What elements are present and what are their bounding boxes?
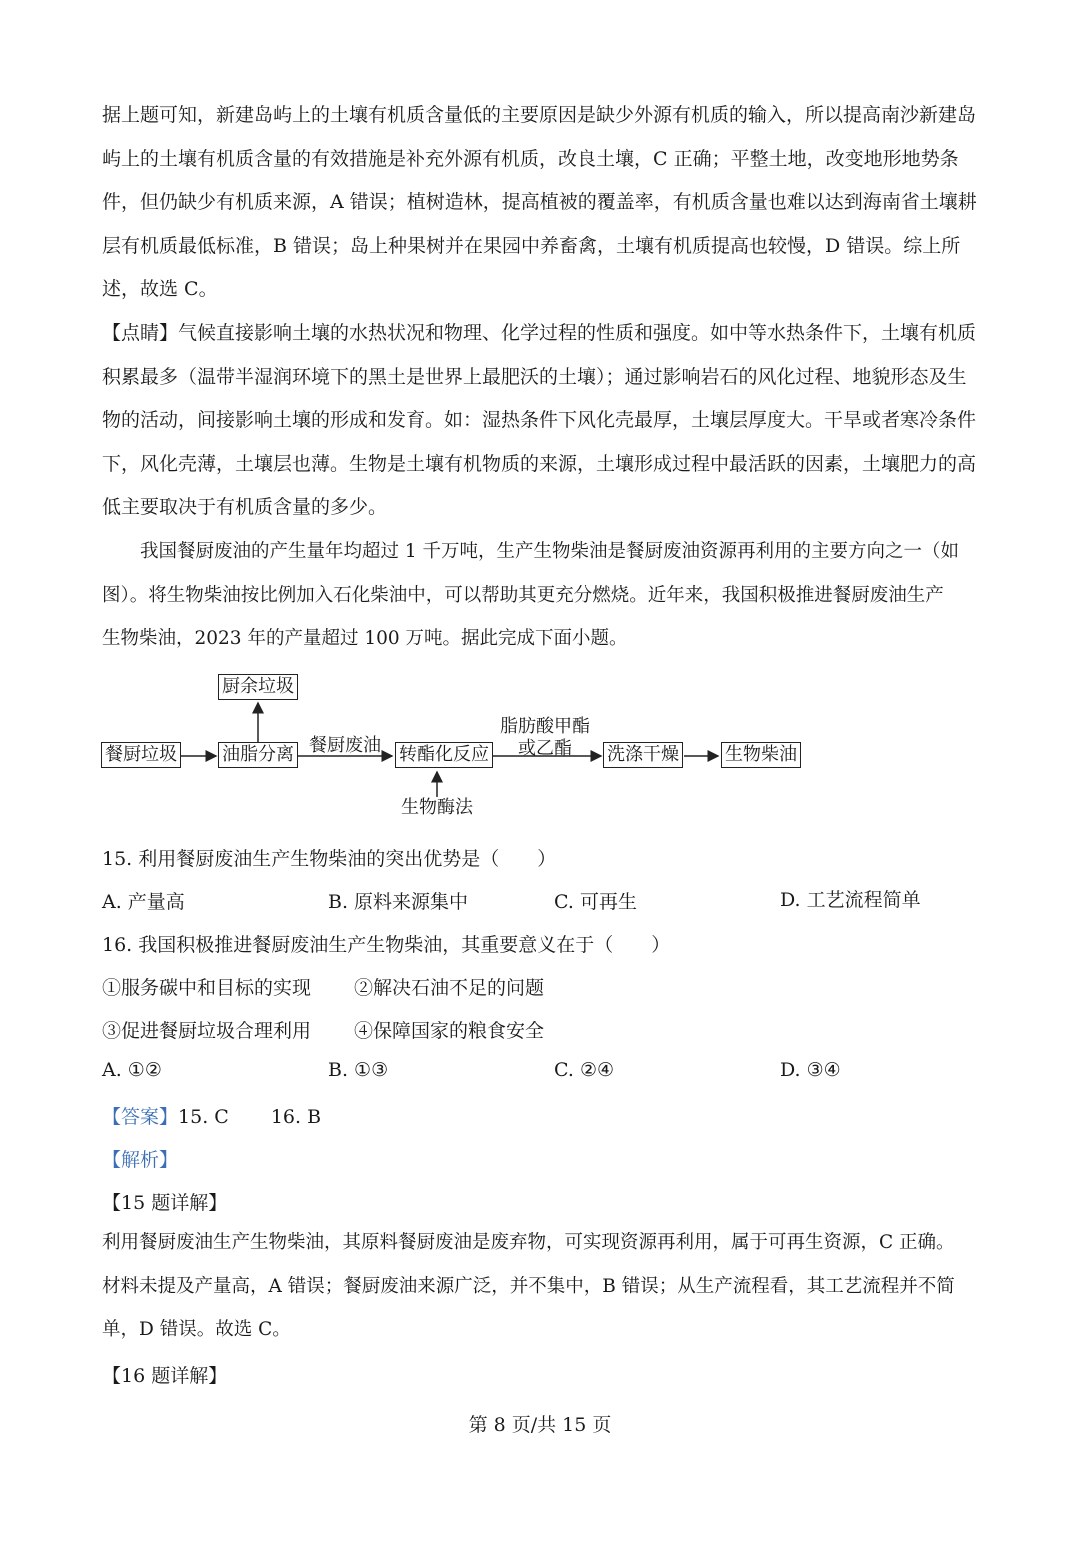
q15-option-b: B. 原料来源集中: [328, 891, 469, 913]
detail15-heading: 【15 题详解】: [102, 1192, 228, 1214]
label-waste-oil: 餐厨废油: [309, 735, 381, 756]
text-line: 低主要取决于有机质含量的多少。: [102, 496, 388, 518]
label-ester-line2: 或乙酯: [518, 738, 572, 759]
box-oil-separation: 油脂分离: [218, 742, 298, 768]
answer-line: [102, 1102, 321, 1129]
detail15-paragraph: [102, 1221, 1002, 1352]
text-line: 屿上的土壤有机质含量的有效措施是补充外源有机质，改良土壤，C 正确；平整土地，改变地形地势条: [102, 147, 959, 170]
box-transesterification: 转酯化反应: [395, 742, 493, 768]
dianjing-tag: 【点睛】: [102, 322, 179, 344]
detail16-heading: 【16 题详解】: [102, 1365, 228, 1387]
text-line: 材料未提及产量高，A 错误；餐厨废油来源广泛，并不集中，B 错误；从生产流程看，其工艺流程并不简: [102, 1275, 955, 1297]
label-fatty-acid-ester: [492, 716, 598, 760]
box-food-residue: 厨余垃圾: [218, 674, 298, 700]
q16-option-b: B. ①③: [328, 1059, 389, 1081]
page-footer: 第 8 页/共 15 页: [468, 1414, 612, 1436]
text-line: 下，风化壳薄，土壤层也薄。生物是土壤有机物质的来源，土壤形成过程中最活跃的因素，土壤肥力的高: [102, 452, 977, 475]
text-line: 据上题可知，新建岛屿上的土壤有机质含量低的主要原因是缺少外源有机质的输入，所以提高南沙新建岛: [102, 104, 977, 126]
text-line: 件，但仍缺少有机质来源，A 错误；植树造林，提高植被的覆盖率，有机质含量也难以达到海南省土壤耕: [102, 191, 977, 213]
q16-statement-4: ④保障国家的粮食安全: [354, 1020, 545, 1042]
q15-option-a: A. 产量高: [102, 891, 185, 913]
answer-q15: 15. C: [178, 1106, 229, 1128]
box-kitchen-waste: 餐厨垃圾: [101, 742, 181, 768]
answer-q16: 16. B: [270, 1106, 322, 1128]
q16-statement-3: ③促进餐厨垃圾合理利用: [102, 1020, 312, 1042]
q15-option-d: D. 工艺流程简单: [780, 889, 921, 911]
text-line: 图）。将生物柴油按比例加入石化柴油中，可以帮助其更充分燃烧。近年来，我国积极推进餐厨废油生产: [102, 584, 944, 606]
text-line: 层有机质最低标准，B 错误；岛上种果树并在果园中养畜禽，土壤有机质提高也较慢，D 错误。综上所: [102, 234, 961, 257]
box-wash-dry: 洗涤干燥: [603, 742, 683, 768]
q16-option-d: D. ③④: [780, 1059, 841, 1081]
text-line: 积累最多（温带半湿润环境下的黑土是世界上最肥沃的土壤）；通过影响岩石的风化过程、地貌形态及生: [102, 365, 967, 388]
text-line: 物的活动，间接影响土壤的形成和发育。如：湿热条件下风化壳最厚，土壤层厚度大。干旱或者寒冷条件: [102, 409, 977, 431]
q16-stem: 16. 我国积极推进餐厨废油生产生物柴油，其重要意义在于（ ）: [102, 934, 671, 956]
box-biodiesel: 生物柴油: [721, 742, 801, 768]
q16-statement-2: ②解决石油不足的问题: [354, 977, 545, 999]
text-line: 我国餐厨废油的产生量年均超过 1 千万吨，生产生物柴油是餐厨废油资源再利用的主要方向之一（如: [140, 541, 960, 562]
q16-option-a: A. ①②: [102, 1059, 162, 1081]
text-line: 利用餐厨废油生产生物柴油，其原料餐厨废油是废弃物，可实现资源再利用，属于可再生资源，C 正确。: [102, 1232, 955, 1253]
q16-option-c: C. ②④: [554, 1059, 615, 1081]
text-line: 生物柴油，2023 年的产量超过 100 万吨。据此完成下面小题。: [102, 628, 628, 649]
analysis-tag: 【解析】: [102, 1149, 179, 1171]
q15-option-c: C. 可再生: [554, 891, 637, 913]
q16-statement-1: ①服务碳中和目标的实现: [102, 977, 312, 999]
text-line: 单，D 错误。故选 C。: [102, 1319, 291, 1340]
text-line: 气候直接影响土壤的水热状况和物理、化学过程的性质和强度。如中等水热条件下，土壤有机质: [178, 322, 977, 344]
q15-stem: 15. 利用餐厨废油生产生物柴油的突出优势是（ ）: [102, 848, 557, 870]
answer-tag: 【答案】: [102, 1106, 179, 1128]
label-enzyme: 生物酶法: [401, 797, 473, 818]
label-ester-line1: 脂肪酸甲酯: [500, 716, 590, 737]
text-line: 述，故选 C。: [102, 278, 218, 300]
